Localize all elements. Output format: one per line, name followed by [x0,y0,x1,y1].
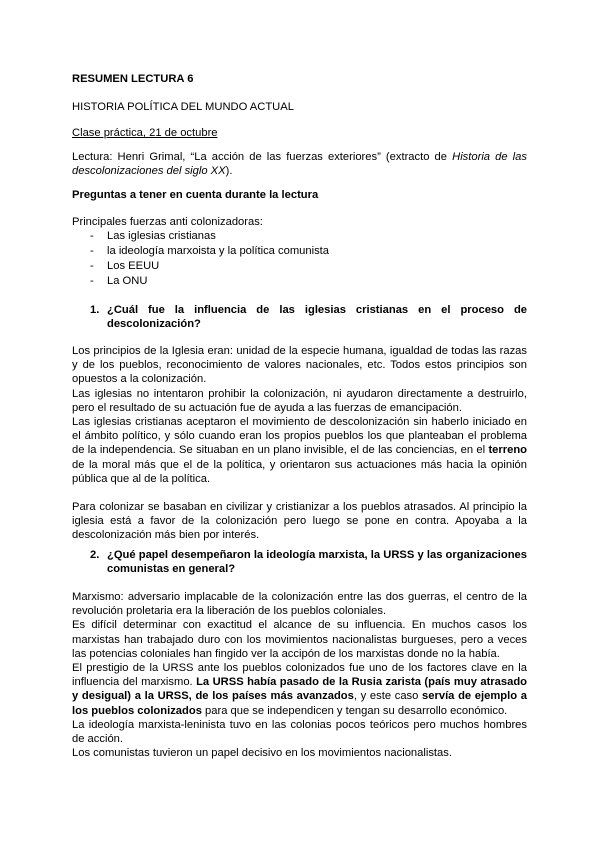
question-2 [90,548,527,576]
forces-list [72,229,329,289]
answer-1 [72,344,527,543]
text-run: para que se independicen y tengan su desarrollo económico. [201,704,508,717]
dash-bullet: - [90,275,94,287]
paragraph: Los comunistas tuvieron un papel decisivo en los movimientos nacionalistas. [72,747,452,760]
list-item [72,244,329,259]
reading-reference [72,150,527,178]
course-name: HISTORIA POLÍTICA DEL MUNDO ACTUAL [72,101,294,113]
bold-phrase: La URSS había pasado de la Rusia zarista (país muy atrasado y desigual) a la URSS, de los países más avanzados [72,676,527,703]
document-title: RESUMEN LECTURA 6 [72,73,194,85]
reading-book-title: Historia de las descolonizaciones del siglo XX [72,151,527,178]
list-item [72,274,329,289]
question-number: 2. [90,549,100,561]
question-number: 1. [90,304,100,316]
paragraph: Para colonizar se basaban en civilizar y cristianizar a los pueblos atrasados. Al principio la iglesia está a favor de la colonización pero luego se pone en contra. Apoyaba a la descolonización más bien por interés. [72,501,527,542]
paragraph: Marxismo: adversario implacable de la colonización entre las dos guerras, el centro de la revolución proletaria era la liberación de los pueblos coloniales. [72,591,527,618]
force-label: la ideología marxoista y la política comunista [107,245,329,257]
paragraph: Los principios de la Iglesia eran: unidad de la especie humana, igualdad de todas las razas y de los pueblos, reconocimiento de valores nacionales, etc. Todos estos principios son opuestos a la colonización. [72,345,527,386]
question-text: ¿Qué papel desempeñaron la ideología marxista, la URSS y las organizaciones comunistas en general? [107,549,527,576]
bold-phrase: servía de ejemplo a los pueblos colonizados [72,690,527,717]
text-run: El prestigio de la URSS ante los pueblos colonizados fue uno de los factores clave en la influencia del marxismo. [72,662,527,689]
force-label: Las iglesias cristianas [107,230,216,242]
paragraph: Las iglesias no intentaron prohibir la colonización, ni ayudaron directamente a destruirlo, pero el resultado de su actuación fue de ayuda a las fuerzas de emancipación. [72,387,527,414]
question-1 [90,303,527,331]
reading-prefix: Lectura: Henri Grimal, “La acción de las fuerzas exteriores” (extracto de [72,151,453,163]
text-run: de la moral más que el de la política, y orientaron sus actuaciones más hacia la opinión pública que al de la política. [72,458,527,485]
reading-suffix: ). [225,165,233,178]
answer-2 [72,590,527,760]
question-text: ¿Cuál fue la influencia de las iglesias cristianas en el proceso de descolonización? [107,304,527,331]
text-run: , y este caso [353,690,423,703]
dash-bullet: - [90,260,94,272]
list-item [72,259,329,274]
dash-bullet: - [90,245,94,257]
paragraph: Es difícil determinar con exactitud el alcance de su influencia. En muchos casos los marxistas han trabajado duro con los movimientos nacionalistas burgueses, pero a veces las potencias coloniales han fingido ver la accipón de los marxistas donde no la había. [72,619,527,660]
session-date: Clase práctica, 21 de octubre [72,127,218,139]
force-label: Los EEUU [107,260,160,272]
text-run: Las iglesias cristianas aceptaron el movimiento de descolonización sin haberlo iniciado en el ámbito político, y sólo cuando eran los propios pueblos los que planteaban el problema de la independencia. Se situaban en un plano invisible, el de las conciencias, en el [72,416,527,457]
list-item [72,229,329,244]
forces-label: Principales fuerzas anti colonizadoras: [72,216,263,228]
bold-term: terreno [488,444,527,457]
paragraph: La ideología marxista-leninista tuvo en las colonias pocos teóricos pero muchos hombres de acción. [72,718,527,746]
paragraph [72,661,527,718]
dash-bullet: - [90,230,94,242]
guide-heading: Preguntas a tener en cuenta durante la lectura [72,189,319,201]
paragraph [72,415,527,486]
force-label: La ONU [107,275,148,287]
